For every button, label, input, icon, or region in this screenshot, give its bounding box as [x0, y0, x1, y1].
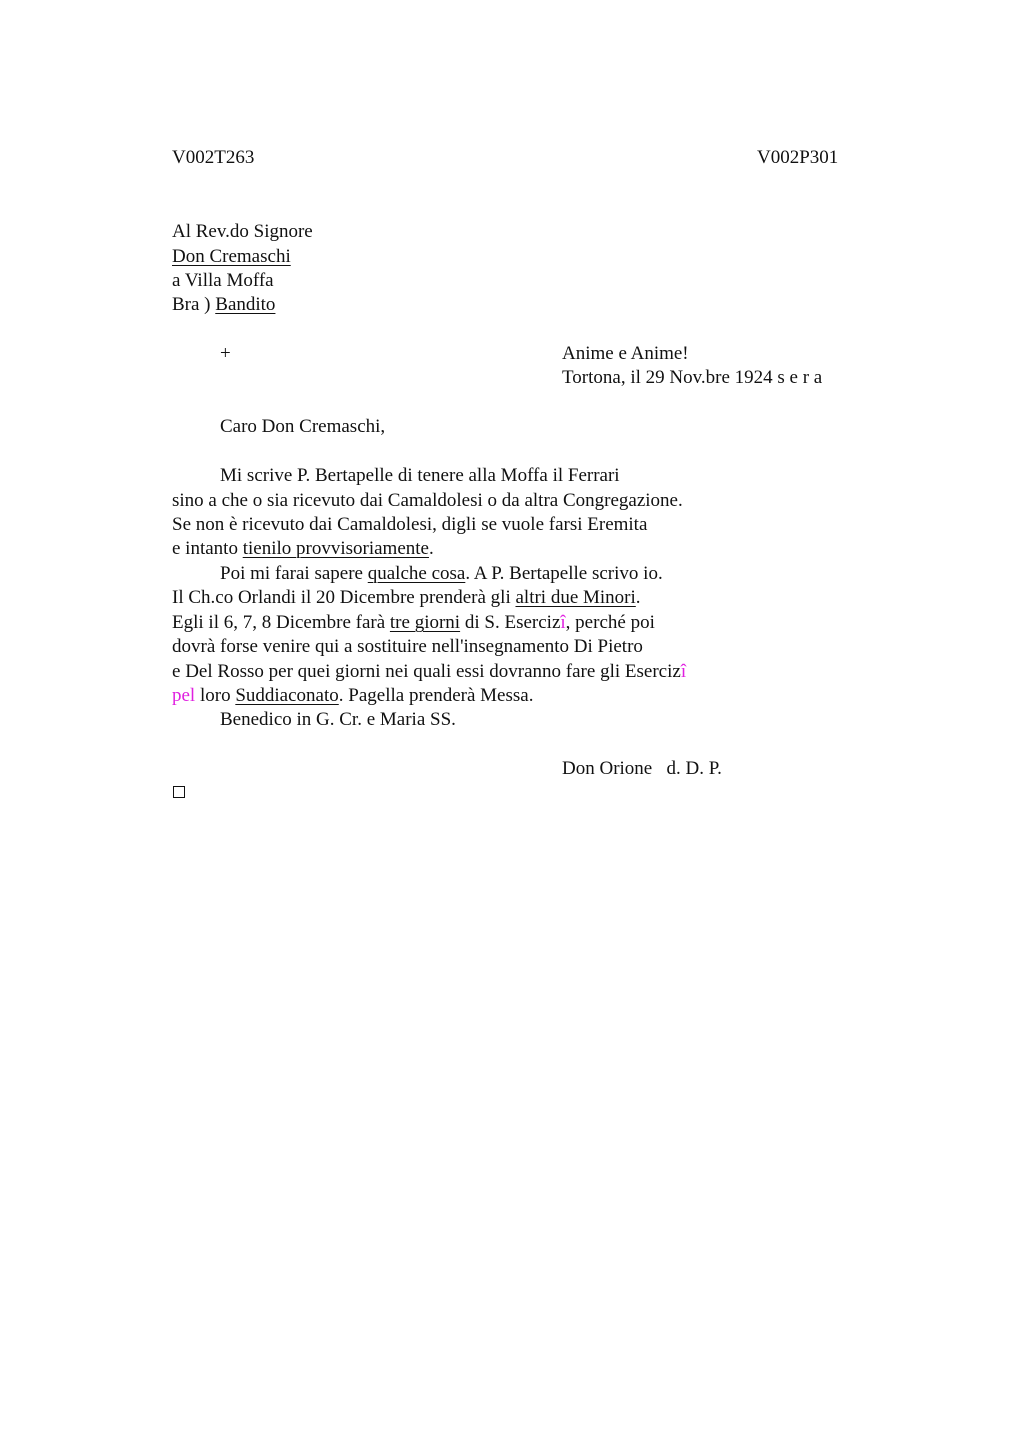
underlined-phrase: altri due Minori — [515, 587, 636, 608]
left-code: V002T263 — [172, 147, 255, 168]
underlined-phrase: qualche cosa — [367, 563, 466, 584]
body-line — [172, 660, 686, 684]
body-line: sino a che o sia ricevuto dai Camaldolesi o da altra Congregazione. — [172, 490, 683, 511]
address-line: Bra ) Bandito — [172, 294, 276, 315]
address-underlined: Bandito — [215, 294, 276, 315]
dateline: Tortona, il 29 Nov.bre 1924 s e r a — [562, 367, 823, 388]
body-line: Se non è ricevuto dai Camaldolesi, digli se vuole farsi Eremita — [172, 514, 648, 535]
body-line: e intanto tienilo provvisoriamente. — [172, 538, 434, 559]
body-line: pel loro Suddiaconato. Pagella prenderà Messa. — [172, 685, 534, 706]
address-line: Al Rev.do Signore — [172, 221, 313, 242]
esercizi-phrase: di S. Esercizî, perché poi — [464, 612, 655, 633]
body-line: dovrà forse venire qui a sostituire nell'insegnamento Di Pietro — [172, 636, 643, 657]
esercizi-phrase: e Del Rosso per quei giorni nei quali essi dovranno fare gli Esercizî — [172, 661, 687, 682]
body-line: Benedico in G. Cr. e Maria SS. — [220, 709, 456, 730]
highlighted-word: pel — [172, 685, 196, 706]
body-line: Egli il 6, 7, 8 Dicembre farà tre giorni di S. Esercizî, perché poi — [172, 612, 655, 633]
address-line: a Villa Moffa — [172, 270, 274, 291]
checkbox-square-icon — [173, 786, 185, 798]
underlined-phrase: tienilo provvisoriamente — [242, 538, 429, 559]
underlined-phrase: tre giorni — [389, 612, 461, 633]
body-line: Mi scrive P. Bertapelle di tenere alla Moffa il Ferrari — [220, 465, 620, 486]
address-recipient: Don Cremaschi — [172, 246, 291, 267]
body-line: Il Ch.co Orlandi il 20 Dicembre prenderà gli altri due Minori. — [172, 587, 641, 608]
motto: Anime e Anime! — [562, 343, 689, 364]
right-code: V002P301 — [757, 147, 839, 168]
signature: Don Orione d. D. P. — [562, 758, 722, 779]
cross-symbol: + — [220, 343, 231, 364]
body-line: Poi mi farai sapere qualche cosa. A P. Bertapelle scrivo io. — [220, 563, 663, 584]
underlined-phrase: Suddiaconato — [235, 685, 339, 706]
salutation: Caro Don Cremaschi, — [220, 416, 386, 437]
